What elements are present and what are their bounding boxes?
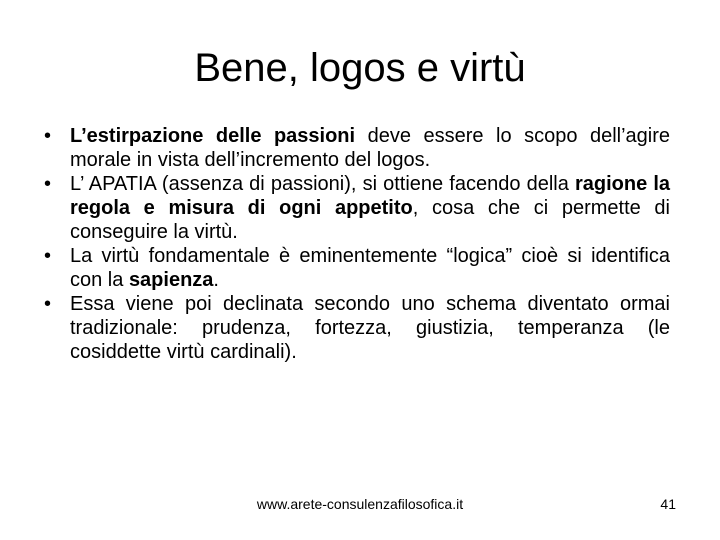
page-number: 41 <box>660 496 676 512</box>
bullet-text-bold: ragione la regola e misura di ogni appetito <box>70 173 671 219</box>
bullet-text: , cosa che ci permette di conseguire la virtù. <box>70 197 670 243</box>
bullet-item <box>44 172 670 244</box>
bullet-item <box>44 124 670 172</box>
bullet-text: La virtù fondamentale è eminentemente “logica” cioè si identifica con la <box>70 245 670 291</box>
bullet-item <box>44 292 670 364</box>
slide-title: Bene, logos e virtù <box>194 46 526 90</box>
bullet-text: . <box>213 269 219 291</box>
bullet-item <box>44 244 670 292</box>
bullet-text: deve essere lo scopo dell’agire morale in vista dell’incremento del logos. <box>70 125 670 171</box>
bullet-text: Essa viene poi declinata secondo uno schema diventato ormai tradizionale: prudenza, fortezza, giustizia, temperanza (le cosiddette virtù cardinali). <box>70 293 670 363</box>
bullet-text-bold: L’estirpazione delle passioni <box>70 125 356 147</box>
bullet-text-bold: sapienza <box>128 269 214 291</box>
footer-url: www.arete-consulenzafilosofica.it <box>256 496 464 512</box>
bullet-text: L’ APATIA (assenza di passioni), si ottiene facendo della <box>70 173 575 195</box>
bullet-list <box>44 124 670 364</box>
